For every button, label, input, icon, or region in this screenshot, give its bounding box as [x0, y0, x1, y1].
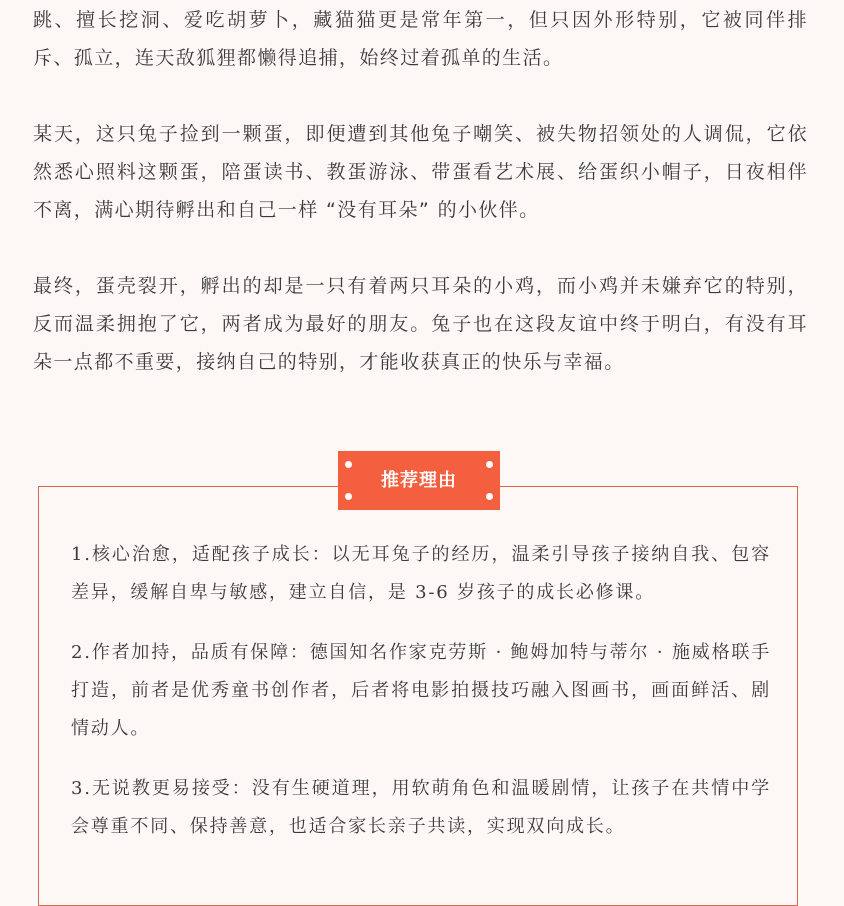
recommendation-tag-label: 推荐理由	[381, 470, 457, 491]
recommendation-item: 2.作者加持，品质有保障：德国知名作家克劳斯 · 鲍姆加特与蒂尔 · 施威格联手打造，前者是优秀童书创作者，后者将电影拍摄技巧融入图画书，画面鲜活、剧情动人。	[71, 642, 771, 739]
intro-text	[33, 0, 808, 381]
decor-dot	[345, 461, 352, 468]
intro-paragraph: 某天，这只兔子捡到一颗蛋，即便遭到其他兔子嘲笑、被失物招领处的人调侃，它依然悉心照料这颗蛋，陪蛋读书、教蛋游泳、带蛋看艺术展、给蛋织小帽子，日夜相伴不离，满心期待孵出和自己一样 “没有耳朵” 的小伙伴。	[33, 123, 808, 221]
recommendation-list	[71, 536, 771, 846]
intro-paragraph: 最终，蛋壳裂开，孵出的却是一只有着两只耳朵的小鸡，而小鸡并未嫌弃它的特别，反而温柔拥抱了它，两者成为最好的朋友。兔子也在这段友谊中终于明白，有没有耳朵一点都不重要，接纳自己的特别，才能收获真正的快乐与幸福。	[33, 275, 808, 373]
decor-dot	[345, 493, 352, 500]
recommendation-item: 1.核心治愈，适配孩子成长：以无耳兔子的经历，温柔引导孩子接纳自我、包容差异，缓解自卑与敏感，建立自信，是 3-6 岁孩子的成长必修课。	[71, 544, 771, 603]
decor-dot	[486, 461, 493, 468]
decor-dot	[486, 493, 493, 500]
recommendation-tag	[338, 451, 500, 510]
intro-paragraph: 跳、擅长挖洞、爱吃胡萝卜，藏猫猫更是常年第一，但只因外形特别，它被同伴排斥、孤立，连天敌狐狸都懒得追捕，始终过着孤单的生活。	[33, 9, 808, 69]
recommendation-item: 3.无说教更易接受：没有生硬道理，用软萌角色和温暖剧情，让孩子在共情中学会尊重不同、保持善意，也适合家长亲子共读，实现双向成长。	[71, 778, 771, 837]
